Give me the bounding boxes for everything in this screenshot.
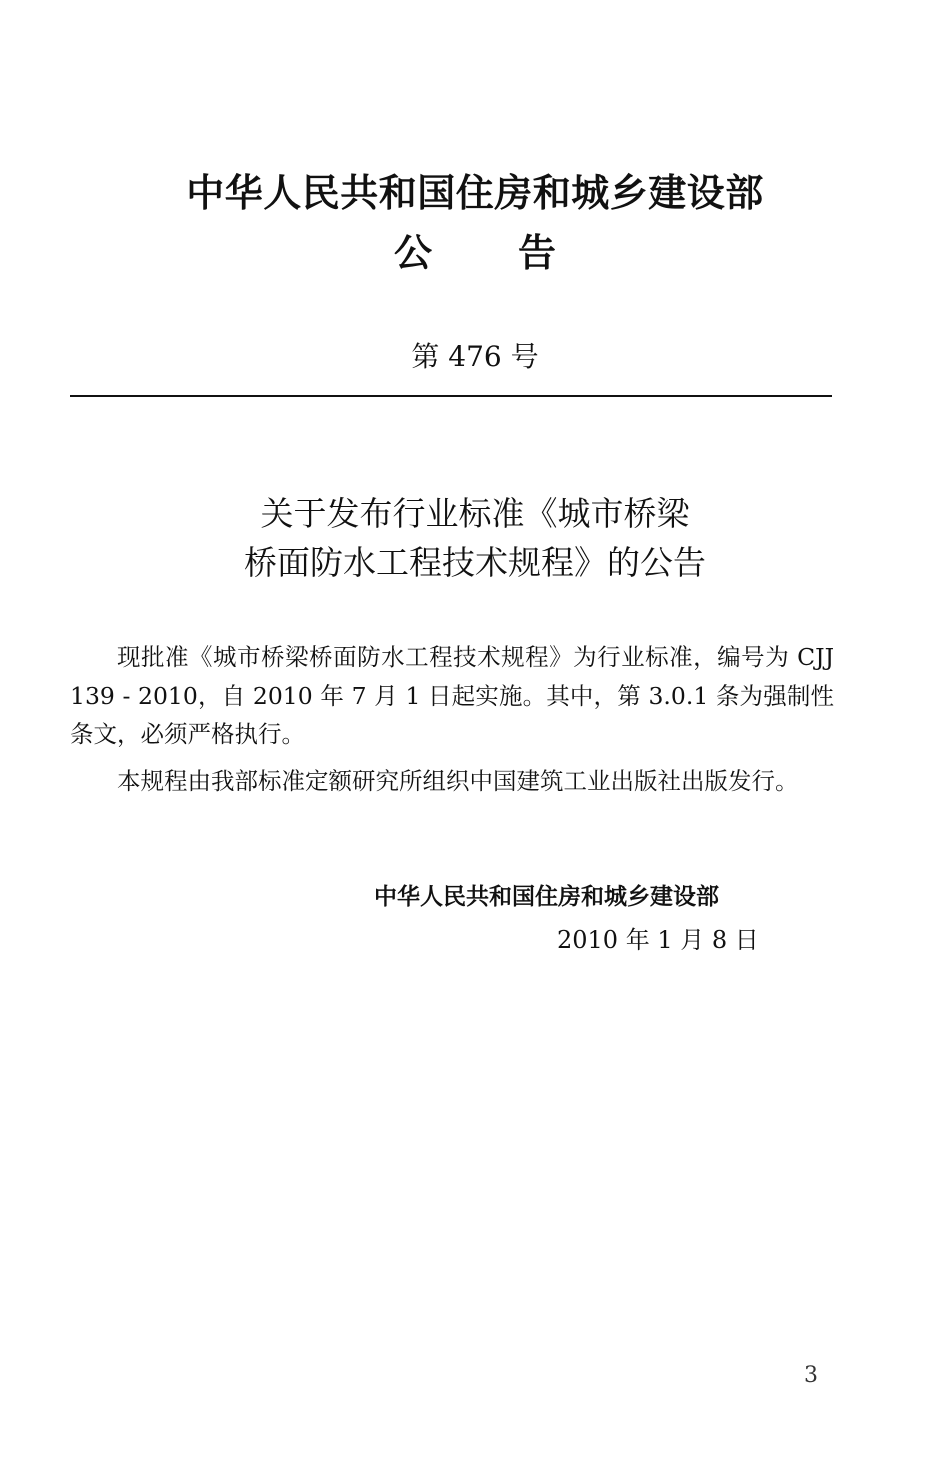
notice-heading: 公告 [393,231,642,275]
signature-organization: 中华人民共和国住房和城乡建设部 [374,884,719,910]
announcement-title-line-1: 关于发布行业标准《城市桥梁 [260,494,690,533]
page-number: 3 [804,1363,818,1388]
horizontal-rule [70,395,832,397]
body-paragraph-1-block [70,638,834,754]
notice-number: 第 476 号 [411,340,539,373]
announcement-title-line-2: 桥面防水工程技术规程》的公告 [244,543,706,582]
ministry-title: 中华人民共和国住房和城乡建设部 [186,171,764,215]
signature-date: 2010 年 1 月 8 日 [557,926,759,954]
body-paragraph-2-block [70,762,834,801]
body-paragraph-1: 现批准《城市桥梁桥面防水工程技术规程》为行业标准，编号为 CJJ 139 - 2010，自 2010 年 7 月 1 日起实施。其中，第 3.0.1 条为强制性条文，必须严格执行。 [70,643,834,748]
body-paragraph-2: 本规程由我部标准定额研究所组织中国建筑工业出版社出版发行。 [117,767,799,795]
